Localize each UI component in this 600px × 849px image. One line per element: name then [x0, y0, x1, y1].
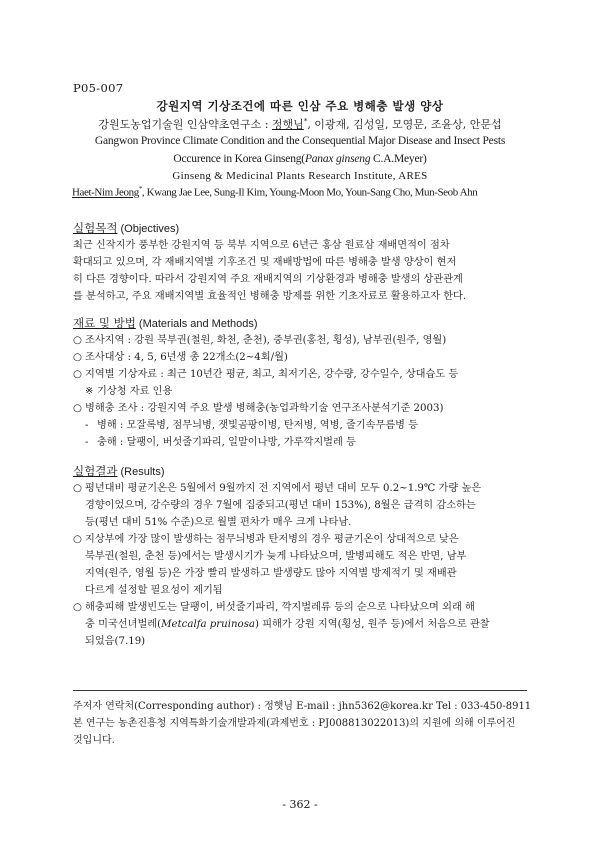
methods-item-text: 조사대상 : 4, 5, 6년생 총 22개소(2~4회/월)	[85, 352, 288, 363]
bullet-mark: ○	[73, 602, 82, 613]
title-english-post: C.A.Meyer)	[370, 153, 427, 165]
results-heading	[73, 463, 165, 479]
methods-item-text: 기상청 자료 인용	[97, 386, 173, 397]
results-line	[85, 615, 490, 630]
footnote-funding: 본 연구는 농촌진흥청 지역특화기술개발과제(과제번호 : PJ008813022013)의 지원에 의해 이루어진	[73, 718, 516, 729]
footnote-contact: 주저자 연락처(Corresponding author) : 정햇님 E-mail : jhn5362@korea.kr Tel : 033-450-8911	[73, 701, 532, 712]
results-line: 다르게 설정할 필요성이 제기됨	[85, 585, 223, 596]
methods-subitem	[85, 416, 418, 431]
results-item	[73, 479, 481, 494]
methods-heading-ko: 재료 및 방법	[73, 316, 136, 330]
bullet-mark: ○	[73, 534, 82, 545]
objectives-line: 확대되고 있으며, 각 재배지역별 기후조건 및 재배방법에 따른 병해충 발생 양상이 현저	[73, 257, 457, 268]
objectives-line: 최근 신작지가 풍부한 강원지역 등 북부 지역으로 6년근 홍삼 원료삼 재배면적이 점차	[73, 240, 450, 251]
results-item	[73, 598, 475, 613]
results-line-post: ) 피해가 강원 지역(횡성, 원주 등)에서 처음으로 관찰	[255, 619, 490, 630]
objectives-heading-ko: 실험목적	[73, 221, 118, 235]
first-author-korean: 정햇님	[271, 118, 304, 131]
results-heading-ko: 실험결과	[73, 464, 118, 478]
bullet-mark: ○	[73, 335, 82, 346]
objectives-heading-en: (Objectives)	[117, 223, 180, 235]
title-english-line1: Gangwon Province Climate Condition and the Consequential Major Disease and Insect Pests	[94, 135, 506, 147]
results-line: 되었음(7.19)	[85, 636, 146, 647]
results-item	[73, 530, 459, 545]
methods-item-text: 충해 : 달팽이, 버섯줄기파리, 일말이나방, 가루깍지벌레 등	[97, 437, 356, 448]
methods-heading-en: (Materials and Methods)	[135, 318, 258, 330]
methods-subitem	[85, 433, 356, 448]
affiliation-korean: 강원도농업기술원 인삼약초연구소 :	[98, 118, 272, 131]
authors-english	[72, 185, 542, 199]
results-line: 경향이었으며, 강수량의 경우 7월에 집중되고(평년 대비 153%), 8월은 급격히 감소하는	[85, 500, 476, 511]
title-english-scientific-name: Panax ginseng	[304, 153, 371, 165]
objectives-heading	[73, 220, 179, 236]
results-line: 등(평년 대비 51% 수준)으로 월별 편차가 매우 크게 나타남.	[85, 517, 352, 528]
page-number: - 362 -	[282, 798, 318, 811]
methods-item-text: 병해 : 모잘록병, 점무늬병, 잿빛곰팡이병, 탄저병, 역병, 줄기속무름병 등	[97, 420, 419, 431]
methods-item	[73, 331, 446, 346]
results-line: 지상부에 가장 많이 발생하는 점무늬병과 탄저병의 경우 평균기온이 상대적으로 낮은	[85, 534, 459, 545]
footnote-divider	[73, 690, 527, 691]
title-korean: 강원지역 기상조건에 따른 인삼 주요 병해충 발생 양상	[156, 99, 444, 113]
footnote-funding-cont: 것입니다.	[73, 735, 115, 746]
results-line: 지역(원주, 영월 등)은 가장 빨리 발생하고 발생량도 많아 지역별 방제적기 및 재배관	[85, 568, 457, 579]
methods-item-text: 병해충 조사 : 강원지역 주요 발생 병해충(농업과학기술 연구조사분석기준 2003)	[85, 403, 444, 414]
methods-heading	[73, 315, 258, 331]
note-mark: ※	[85, 386, 94, 397]
coauthors-english: , Kwang Jae Lee, Sung-Il Kim, Young-Moon Mo, Youn-Sang Cho, Mun-Seob Ahn	[141, 186, 478, 199]
objectives-line: 를 분석하고, 주요 재배지역별 효율적인 병해충 방제를 위한 기초자료로 활용하고자 한다.	[73, 291, 467, 302]
bullet-mark: ○	[73, 369, 82, 380]
results-line: 해충피해 발생빈도는 달팽이, 버섯줄기파리, 깍지벌레류 등의 순으로 나타났으며 외래 해	[85, 602, 475, 613]
corresponding-mark: *	[303, 117, 308, 126]
bullet-mark: ○	[73, 403, 82, 414]
title-english-line2	[50, 153, 550, 165]
first-author-english: Haet-Nim Jeong	[72, 186, 139, 199]
results-line: 평년대비 평균기온은 5월에서 9월까지 전 지역에서 평년 대비 모두 0.2~1.9℃ 가량 높은	[85, 483, 482, 494]
dash-mark: -	[85, 420, 89, 431]
methods-item	[73, 365, 458, 380]
objectives-line: 히 다른 경향이다. 따라서 강원지역 주요 재배지역의 기상환경과 병해충 발생의 상관관계	[73, 274, 463, 285]
results-heading-en: (Results)	[117, 466, 165, 478]
results-line-pre: 충 미국선녀벌레(	[85, 619, 162, 630]
bullet-mark: ○	[73, 483, 82, 494]
coauthors-korean: , 이광재, 김성일, 모영문, 조윤상, 안문섭	[307, 118, 502, 131]
bullet-mark: ○	[73, 352, 82, 363]
results-line: 북부권(철원, 춘천 등)에서는 발생시기가 늦게 나타났으며, 발병피해도 적은 반면, 남부	[85, 551, 467, 562]
title-english-pre: Occurence in Korea Ginseng(	[173, 153, 305, 165]
methods-item-text: 지역별 기상자료 : 최근 10년간 평균, 최고, 최저기온, 강수량, 강수일수, 상대습도 등	[85, 369, 459, 380]
corresponding-mark-english: *	[138, 185, 142, 193]
authors-korean	[50, 116, 550, 132]
methods-item	[73, 348, 288, 363]
methods-note	[85, 382, 172, 397]
methods-item-text: 조사지역 : 강원 북부권(철원, 화천, 춘천), 중부권(홍천, 횡성), 남부권(원주, 영월)	[85, 335, 447, 346]
affiliation-english: Ginseng & Medicinal Plants Research Institute, ARES	[172, 170, 428, 182]
abstract-code: P05-007	[73, 81, 124, 95]
dash-mark: -	[85, 437, 89, 448]
scientific-name: Metcalfa pruinosa	[161, 619, 255, 630]
methods-item	[73, 399, 443, 414]
